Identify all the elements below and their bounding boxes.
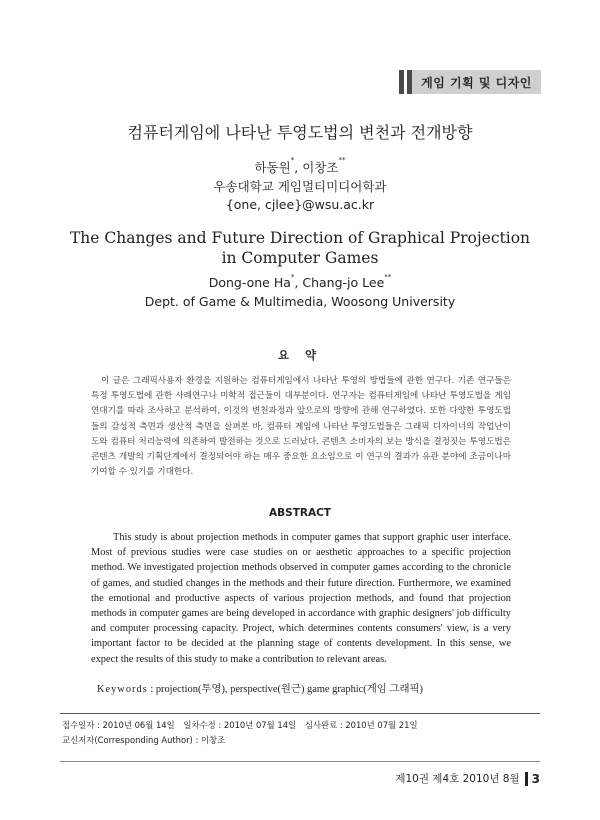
title-english (0, 228, 600, 268)
author-2-mark: ** (338, 156, 346, 164)
abstract-body: This study is about projection methods in computer games that support graphic user interface. Most of previous studies were case studies on or aesthetic approaches to a specific projection method. We investigated projection methods observed in computer games according to the chronicle of games, and studied changes in the methods and their future direction. Furthermore, we examined the emotional and productive aspects of various projection methods, and found that projection methods in computer games are being developed in accordance with graphic designers' job difficulty and computer processing capacity. Project, which determines contents consumers' view, is a very important factor to be decided at the planning stage of contents development. In this sense, we expect the results of this study to make a contribution to relevant areas. (91, 532, 511, 665)
title-english-line-2: in Computer Games (221, 249, 379, 267)
authors-english (0, 275, 600, 290)
keywords-colon: : (147, 684, 156, 695)
section-tag (399, 70, 541, 94)
author-2-en: Chang-jo Lee (302, 275, 385, 290)
author-email: {one, cjlee}@wsu.ac.kr (225, 197, 375, 212)
submission-dates (62, 719, 424, 731)
title-korean: 컴퓨터게임에 나타난 투영도법의 변천과 전개방향 (127, 123, 473, 142)
page-footer (395, 771, 540, 786)
author-2: 이창조 (302, 160, 339, 175)
abstract-heading: ABSTRACT (269, 507, 331, 519)
corresponding-author: 교신저자(Corresponding Author) : 이창조 (62, 735, 226, 745)
section-tag-label: 게임 기획 및 디자인 (412, 70, 541, 94)
keywords-text: projection(투영), perspective(원근) game graphic(게임 그래픽) (155, 684, 423, 695)
author-en-separator: , (294, 275, 303, 290)
meta-divider (60, 713, 540, 714)
author-1-en: Dong-one Ha (208, 275, 291, 290)
author-separator: , (294, 160, 303, 175)
date-revised: 일차수정 : 2010년 07월 14일 (183, 720, 297, 730)
affiliation-english: Dept. of Game & Multimedia, Woosong University (144, 294, 456, 309)
author-1-mark: * (290, 156, 295, 164)
keywords (97, 680, 423, 695)
author-1-en-mark: * (290, 273, 295, 281)
date-accepted: 심사완료 : 2010년 07월 21일 (304, 720, 418, 730)
journal-issue: 제10권 제4호 2010년 8월 (395, 773, 520, 785)
date-received: 접수일자 : 2010년 06월 14일 (62, 720, 175, 730)
affiliation-korean: 우송대학교 게임멀티미디어학과 (213, 179, 387, 194)
authors-korean (0, 158, 600, 176)
author-2-en-mark: ** (384, 273, 392, 281)
footer-divider (60, 761, 540, 762)
keywords-label: Keywords (97, 684, 148, 695)
section-tag-bar (399, 70, 404, 94)
page-number: 3 (531, 771, 540, 786)
title-english-line-1: The Changes and Future Direction of Graphical Projection (69, 229, 531, 247)
yoyak-heading: 요 약 (277, 348, 323, 362)
yoyak-body: 이 글은 그래픽사용자 환경을 지원하는 컴퓨터게임에서 나타난 투영의 방법들에 관한 연구다. 기존 연구들은 특정 투영도법에 관한 사례연구나 미학적 접근들이 대부분이다. 연구자는 컴퓨터게임에 나타난 투영도법을 게임 연대기를 따라 조사하고 분석하여, 이것의 변천과정과 앞으로의 방향에 관해 연구하였다. 또한 다양한 투영도법들의 감성적 측면과 생산적 측면을 살펴본 바, 컴퓨터 게임에 나타난 투영도법들은 그래픽 디자이너의 작업난이도와 컴퓨터 처리능력에 의존하여 발전하는 것으로 드러났다. 콘텐츠 소비자의 보는 방식을 결정짓는 투영도법은 콘텐츠 개발의 기획단계에서 결정되어야 하는 매우 중요한 요소임으로 이 연구의 결과가 유관 분야에 조금이나마 기여할 수 있기를 기대한다. (91, 376, 511, 478)
footer-bar (525, 772, 528, 786)
author-1: 하동원 (254, 160, 291, 175)
